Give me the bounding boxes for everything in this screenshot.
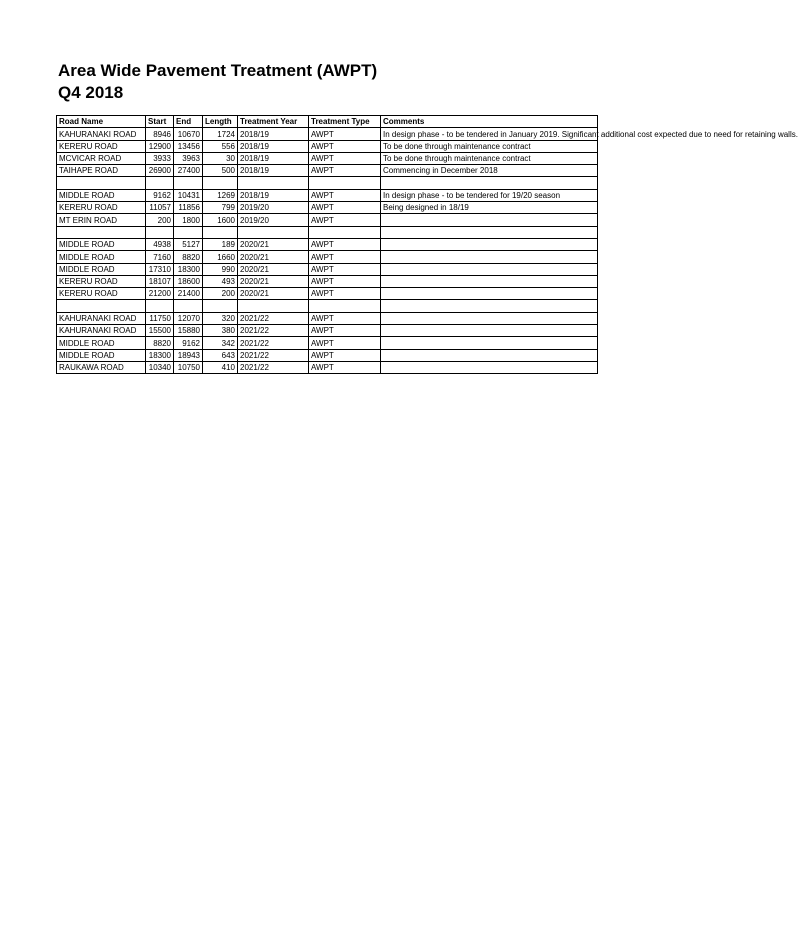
empty-cell [174,177,203,189]
awpt-table [56,115,798,374]
table-row [57,275,598,287]
cell-end: 21400 [174,288,203,300]
table-row [57,325,598,337]
empty-cell [57,300,146,312]
cell-start: 9162 [146,189,174,201]
cell-treatment-year: 2019/20 [238,214,309,226]
cell-start: 4938 [146,238,174,250]
cell-treatment-year: 2020/21 [238,263,309,275]
cell-end: 1800 [174,214,203,226]
cell-treatment-type: AWPT [309,152,381,164]
cell-comments [381,337,598,349]
cell-road-name: RAUKAWA ROAD [57,361,146,373]
empty-cell [381,226,598,238]
table-row [57,202,598,214]
cell-start: 12900 [146,140,174,152]
cell-treatment-year: 2021/22 [238,312,309,324]
empty-cell [309,300,381,312]
cell-end: 12070 [174,312,203,324]
cell-start: 8946 [146,128,174,140]
header-treatment-type: Treatment Type [309,116,381,128]
cell-road-name: KERERU ROAD [57,140,146,152]
cell-treatment-year: 2021/22 [238,361,309,373]
cell-length: 1724 [203,128,238,140]
table-row [57,189,598,201]
cell-treatment-year: 2018/19 [238,189,309,201]
cell-treatment-year: 2020/21 [238,275,309,287]
empty-cell [309,226,381,238]
cell-treatment-type: AWPT [309,325,381,337]
header-start: Start [146,116,174,128]
cell-end: 8820 [174,251,203,263]
cell-start: 7160 [146,251,174,263]
empty-cell [238,226,309,238]
cell-comments [381,288,598,300]
header-length: Length [203,116,238,128]
cell-length: 556 [203,140,238,152]
cell-comments [381,251,598,263]
table-spacer-row [57,300,598,312]
cell-treatment-year: 2018/19 [238,140,309,152]
table-row [57,128,598,140]
table-spacer-row [57,177,598,189]
cell-treatment-type: AWPT [309,361,381,373]
cell-treatment-year: 2018/19 [238,152,309,164]
cell-end: 18943 [174,349,203,361]
header-treatment-year: Treatment Year [238,116,309,128]
table-row [57,214,598,226]
cell-end: 11856 [174,202,203,214]
cell-road-name: MIDDLE ROAD [57,251,146,263]
cell-start: 18107 [146,275,174,287]
cell-treatment-type: AWPT [309,140,381,152]
cell-start: 18300 [146,349,174,361]
cell-treatment-year: 2020/21 [238,238,309,250]
empty-cell [146,226,174,238]
cell-length: 1269 [203,189,238,201]
cell-start: 26900 [146,165,174,177]
cell-road-name: KERERU ROAD [57,275,146,287]
table-row [57,312,598,324]
table-header-row [57,116,598,128]
cell-start: 8820 [146,337,174,349]
cell-length: 643 [203,349,238,361]
cell-road-name: MIDDLE ROAD [57,337,146,349]
cell-comments: In design phase - to be tendered for 19/20 season [381,189,598,201]
cell-comments: To be done through maintenance contract [381,152,598,164]
cell-treatment-year: 2020/21 [238,251,309,263]
cell-treatment-type: AWPT [309,251,381,263]
empty-cell [381,300,598,312]
empty-cell [57,226,146,238]
empty-cell [203,177,238,189]
empty-cell [174,226,203,238]
cell-road-name: KERERU ROAD [57,288,146,300]
cell-treatment-type: AWPT [309,202,381,214]
table-row [57,152,598,164]
cell-comments: To be done through maintenance contract [381,140,598,152]
cell-end: 10750 [174,361,203,373]
cell-start: 3933 [146,152,174,164]
cell-comments [381,361,598,373]
cell-treatment-year: 2020/21 [238,288,309,300]
table-row [57,263,598,275]
empty-cell [174,300,203,312]
cell-start: 10340 [146,361,174,373]
page-title-line-2: Q4 2018 [58,83,124,102]
cell-start: 11750 [146,312,174,324]
cell-treatment-type: AWPT [309,165,381,177]
table-spacer-row [57,226,598,238]
cell-end: 3963 [174,152,203,164]
cell-treatment-year: 2021/22 [238,337,309,349]
cell-treatment-year: 2021/22 [238,325,309,337]
cell-start: 15500 [146,325,174,337]
cell-comments [381,349,598,361]
empty-cell [381,177,598,189]
cell-length: 1660 [203,251,238,263]
cell-road-name: MCVICAR ROAD [57,152,146,164]
cell-treatment-type: AWPT [309,128,381,140]
cell-length: 500 [203,165,238,177]
cell-road-name: KERERU ROAD [57,202,146,214]
page-title [58,60,377,104]
cell-comments [381,263,598,275]
cell-end: 5127 [174,238,203,250]
header-comments: Comments [381,116,598,128]
table-row [57,349,598,361]
empty-cell [146,177,174,189]
cell-end: 18300 [174,263,203,275]
cell-length: 410 [203,361,238,373]
empty-cell [203,226,238,238]
cell-start: 17310 [146,263,174,275]
cell-treatment-type: AWPT [309,337,381,349]
cell-treatment-type: AWPT [309,189,381,201]
cell-treatment-type: AWPT [309,349,381,361]
table-body [57,128,798,374]
cell-length: 200 [203,288,238,300]
table-row [57,361,598,373]
table-row [57,140,598,152]
table-row [57,165,598,177]
cell-length: 189 [203,238,238,250]
table-row [57,238,598,250]
cell-comments: Being designed in 18/19 [381,202,598,214]
header-end: End [174,116,203,128]
cell-start: 21200 [146,288,174,300]
cell-treatment-type: AWPT [309,214,381,226]
cell-treatment-type: AWPT [309,275,381,287]
cell-comments: In design phase - to be tendered in January 2019. Significant additional cost expected due to need for retaining walls. [381,128,598,140]
cell-end: 18600 [174,275,203,287]
empty-cell [203,300,238,312]
cell-length: 342 [203,337,238,349]
cell-end: 10670 [174,128,203,140]
empty-cell [238,300,309,312]
cell-comments: Commencing in December 2018 [381,165,598,177]
cell-length: 1600 [203,214,238,226]
empty-cell [238,177,309,189]
cell-start: 11057 [146,202,174,214]
empty-cell [146,300,174,312]
table-row [57,251,598,263]
cell-end: 27400 [174,165,203,177]
table-row [57,288,598,300]
cell-road-name: TAIHAPE ROAD [57,165,146,177]
cell-treatment-type: AWPT [309,263,381,275]
cell-road-name: MIDDLE ROAD [57,349,146,361]
cell-end: 15880 [174,325,203,337]
empty-cell [309,177,381,189]
cell-road-name: MIDDLE ROAD [57,238,146,250]
cell-road-name: KAHURANAKI ROAD [57,325,146,337]
cell-treatment-type: AWPT [309,238,381,250]
cell-road-name: MT ERIN ROAD [57,214,146,226]
cell-treatment-type: AWPT [309,288,381,300]
cell-length: 799 [203,202,238,214]
header-road-name: Road Name [57,116,146,128]
empty-cell [57,177,146,189]
cell-treatment-year: 2019/20 [238,202,309,214]
table-row [57,337,598,349]
cell-treatment-year: 2018/19 [238,165,309,177]
cell-comments [381,238,598,250]
cell-start: 200 [146,214,174,226]
cell-road-name: MIDDLE ROAD [57,189,146,201]
cell-length: 493 [203,275,238,287]
cell-end: 9162 [174,337,203,349]
cell-road-name: KAHURANAKI ROAD [57,312,146,324]
cell-length: 380 [203,325,238,337]
cell-end: 10431 [174,189,203,201]
cell-comments [381,214,598,226]
cell-length: 990 [203,263,238,275]
cell-treatment-type: AWPT [309,312,381,324]
cell-treatment-year: 2021/22 [238,349,309,361]
cell-comments [381,275,598,287]
cell-road-name: KAHURANAKI ROAD [57,128,146,140]
cell-treatment-year: 2018/19 [238,128,309,140]
page-title-line-1: Area Wide Pavement Treatment (AWPT) [58,61,378,80]
cell-comments [381,312,598,324]
cell-length: 320 [203,312,238,324]
cell-road-name: MIDDLE ROAD [57,263,146,275]
cell-comments [381,325,598,337]
cell-end: 13456 [174,140,203,152]
cell-length: 30 [203,152,238,164]
